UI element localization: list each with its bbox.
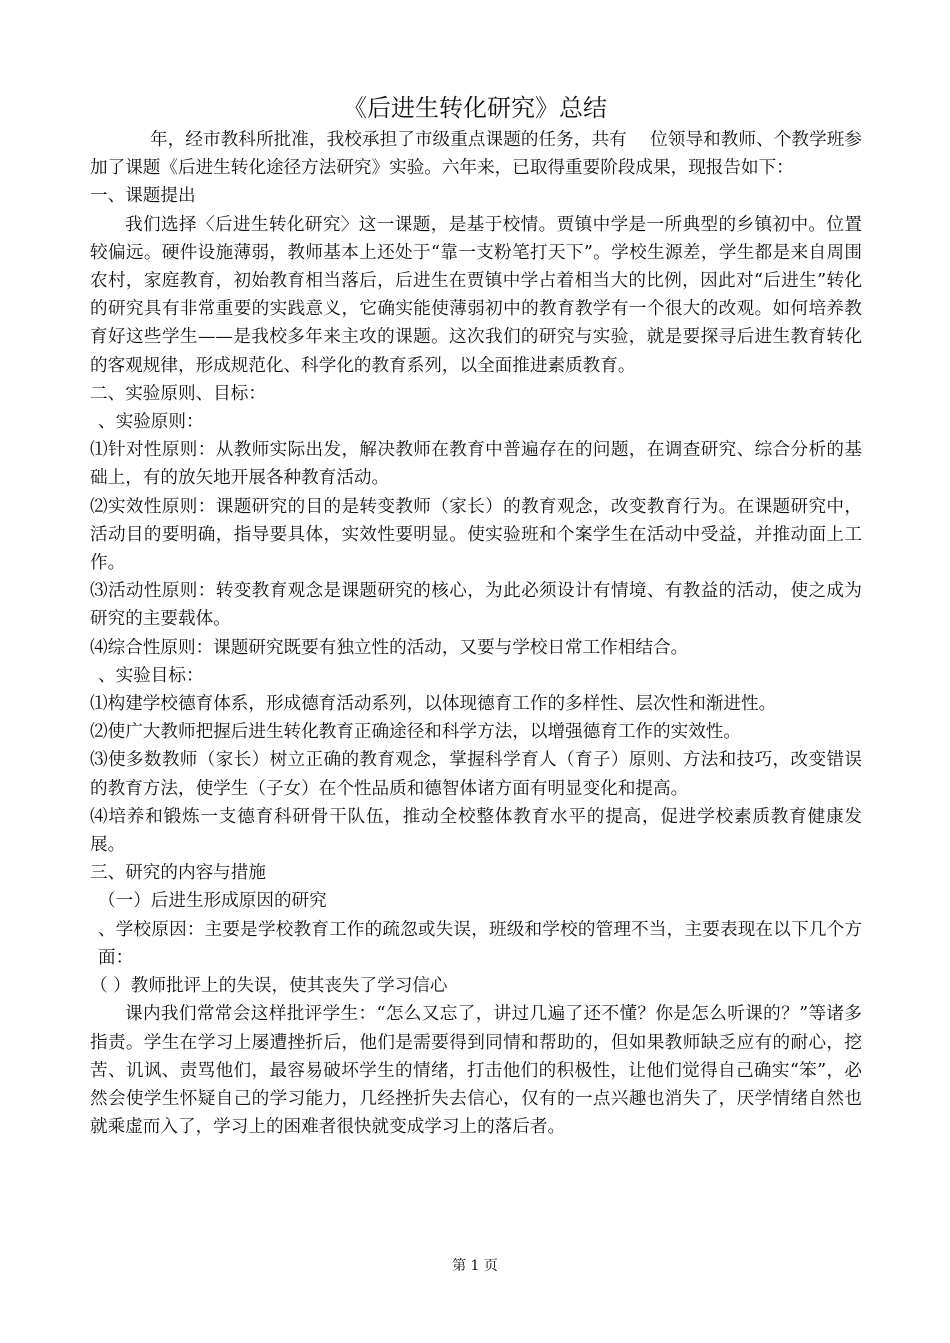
list-item: ⑵使广大教师把握后进生转化教育正确途径和科学方法，以增强德育工作的实效性。 <box>90 722 741 743</box>
document-body <box>90 126 862 1141</box>
subsection-heading: （ ）教师批评上的失误，使其丧失了学习信心 <box>90 976 448 997</box>
list-item: ⑵实效性原则：课题研究的目的是转变教师（家长）的教育观念，改变教育行为。在课题研究中，活动目的要明确，指导要具体，实效性要明显。使实验班和个案学生在活动中受益，并推动面上工作。 <box>90 496 862 574</box>
subsection-heading: （一）后进生形成原因的研究 <box>98 891 327 912</box>
subheading-principles: 、实验原则： <box>98 412 204 433</box>
list-item: ⑶使多数教师（家长）树立正确的教育观念，掌握科学育人（育子）原则、方法和技巧，改变错误的教育方法，使学生（子女）在个性品质和德智体诸方面有明显变化和提高。 <box>90 750 862 799</box>
page-number: 第 1 页 <box>452 1258 498 1274</box>
list-item: ⑷综合性原则：课题研究既要有独立性的活动，又要与学校日常工作相结合。 <box>90 637 689 658</box>
list-item: ⑴构建学校德育体系，形成德育活动系列，以体现德育工作的多样性、层次性和渐进性。 <box>90 694 777 715</box>
subheading-goals: 、实验目标： <box>98 665 204 686</box>
body-paragraph: 、学校原因：主要是学校教育工作的疏忽或失误，班级和学校的管理不当，主要表现在以下几个方面： <box>98 919 862 968</box>
body-paragraph: 我们选择〈后进生转化研究〉这一课题，是基于校情。贾镇中学是一所典型的乡镇初中。位置较偏远。硬件设施薄弱，教师基本上还处于“靠一支粉笔打天下”。学校生源差，学生都是来自周围农村，家庭教育，初始教育相当落后，后进生在贾镇中学占着相当大的比例，因此对“后进生”转化的研究具有非常重要的实践意义，它确实能使薄弱初中的教育教学有一个很大的改观。如何培养教育好这些学生——是我校多年来主攻的课题。这次我们的研究与实验，就是要探寻后进生教育转化的客观规律，形成规范化、科学化的教育系列，以全面推进素质教育。 <box>90 214 862 376</box>
body-paragraph: 课内我们常常会这样批评学生：“怎么又忘了，讲过几遍了还不懂？你是怎么听课的？”等诸多指责。学生在学习上屡遭挫折后，他们是需要得到同情和帮助的，但如果教师缺乏应有的耐心，挖苦、讥讽、责骂他们，最容易破坏学生的情绪，打击他们的积极性，让他们觉得自己确实“笨”，必然会使学生怀疑自己的学习能力，几经挫折失去信心，仅有的一点兴趣也消失了，厌学情绪自然也就乘虚而入了，学习上的困难者很快就变成学习上的落后者。 <box>90 1004 862 1138</box>
intro-paragraph: 年，经市教科所批准，我校承担了市级重点课题的任务，共有 位领导和教师、个教学班参加了课题《后进生转化途径方法研究》实验。六年来，已取得重要阶段成果，现报告如下： <box>90 130 862 179</box>
list-item: ⑴针对性原则：从教师实际出发，解决教师在教育中普遍存在的问题，在调查研究、综合分析的基础上，有的放矢地开展各种教育活动。 <box>90 440 862 489</box>
section-heading-3: 三、研究的内容与措施 <box>90 863 266 884</box>
section-heading-2: 二、实验原则、目标： <box>90 383 266 404</box>
document-title: 《后进生转化研究》总结 <box>343 94 607 122</box>
list-item: ⑶活动性原则：转变教育观念是课题研究的核心，为此必须设计有情境、有教益的活动，使之成为研究的主要载体。 <box>90 581 862 630</box>
list-item: ⑷培养和锻炼一支德育科研骨干队伍，推动全校整体教育水平的提高，促进学校素质教育健康发展。 <box>90 806 862 856</box>
section-heading-1: 一、课题提出 <box>90 186 196 207</box>
